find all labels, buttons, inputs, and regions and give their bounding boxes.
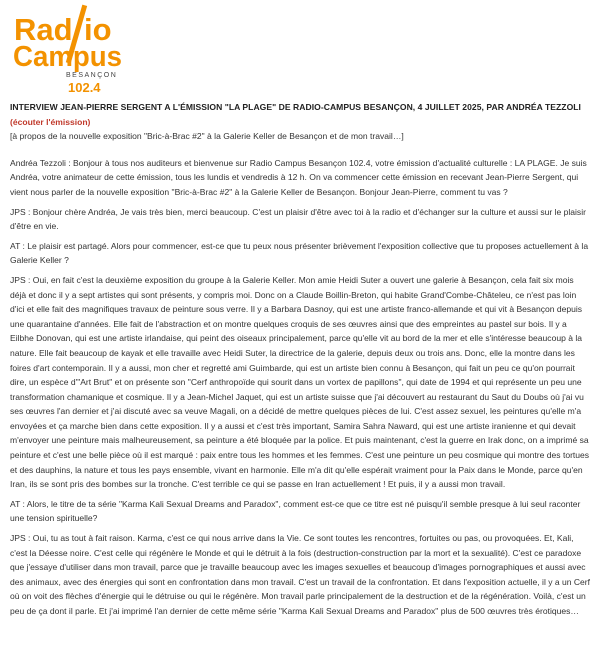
paragraph-4: JPS : Oui, en fait c'est la deuxième exposition du groupe à la Galerie Keller. Mon amie Heidi Suter a ouvert une galerie à Besançon, cela fait six mois déjà et donc il y a sept artistes qui sont présents, y compris moi. Donc on a Claude Boillin-Breton, qui habite Grand'Combe-Châteleu, ce n'est pas loin d'ici et elle fait des magnifiques travaux de peinture sous verre. Il y a Barbara Dasnoy, qui est une artiste franco-allemande et qui vit à Besançon depuis une quarantaine d'années. Elle fait de l'abstraction et on montre quelques croquis de ses œuvres ainsi que des empreintes au pastel sur bois. Il y a Eilbhe Donovan, qui est une artiste irlandaise, qui peint des oiseaux principalement, parce qu'elle vit au bord de la mer et elle s'intéresse beaucoup à la nature. Elle fait beaucoup de kayak et elle travaille avec Heidi Suter, la directrice de la galerie, depuis deux ou trois ans. Donc, elle la montre dans les foires d'art contemporain. Il y a aussi, mon cher et regretté ami Guimbarde, qui est un artiste bien connu à Besançon, qui fait un peu ce qu'on pourrait dire, un espèce d'"Art Brut" et on présente son "Cerf anthropoïde qui sourit dans un vortex de papillons", qui date de 1994 et qui représente un peu une transformation chamanique et cosmique. Il y a Jean-Michel Jaquet, qui est un artiste suisse que j'ai découvert au restaurant du Saut du Doubs où j'ai vu ses œuvres l'an dernier et j'ai discuté avec sa veuve Magali, on a décidé de mettre quelques pièces de lui. C'est assez sexuel, les peintures qu'elle m'a envoyées et ça marche bien dans cette exposition. Il y a aussi et c'est très important, Samira Sahra Naward, qui est une artiste iranienne et qui devait m'envoyer une peinture mais malheureusement, sa peinture a été bloquée par la police. Et puis maintenant, c'est la guerre en Irak donc, on a imprimé sa peinture et c'est une belle pièce où il est marqué : paix entre tous les hommes et les femmes. C'est une peinture un peu cosmique qui montre des tortues et des dauphins, la nature et tous les pays ensemble, vivant en harmonie. Elle m'a dit qu'elle espérait vraiment pour la Paix dans le Monde, parce qu'en Iran, ils se sont pris des bombes sur la tronche. C'est terrible ce qui se passe en Iran actuellement ! Et puis, il y a aussi mon travail. [10,274,590,490]
paragraph-2: JPS : Bonjour chère Andréa, Je vais très bien, merci beaucoup. C'est un plaisir d'être avec toi à la radio et d'échanger sur la culture et aussi sur le plaisir d'être en vie. [10,206,586,232]
paragraph-1: Andréa Tezzoli : Bonjour à tous nos auditeurs et bienvenue sur Radio Campus Besançon 102.4, votre émission d'actualité culturelle : LA PLAGE. Je suis Andréa, votre animateur de cette émission, tous les lundis et vendredis à 12 h. On va commencer cette émission en recevant Jean-Pierre Sergent, qui vient nous parler de la nouvelle exposition "Bric-à-Brac #2" à la Galerie Keller de Besançon. Bonjour Jean-Pierre, comment tu vas ? [10,157,587,197]
paragraph-3: AT : Le plaisir est partagé. Alors pour commencer, est-ce que tu peux nous présenter brièvement l'exposition collective que tu proposes actuellement à la Galerie Keller ? [10,240,589,266]
paragraph-6: JPS : Oui, tu as tout à fait raison. Karma, c'est ce qui nous arrive dans la Vie. Ce sont toutes les rencontres, fortuites ou pas, ou provoquées. Et, Kali, c'est la Déesse noire. C'est celle qui régénère le Monde et qui le détruit à la fois (destruction-construction par la mort et la sexualité). C'est ce paradoxe que j'essaye d'utiliser dans mon travail, parce que je travaille beaucoup avec les images sexuelles et beaucoup d'images pornographiques et aussi avec des animaux, avec des énergies qui sont en confrontation dans mon travail. C'est un travail de la confrontation. Et dans l'exposition actuelle, il y a un Cerf où on voit des flèches d'énergie qui le détruise ou qui le régénère. Mon travail parle principalement de la destruction et de la régénération. Voilà, c'est un peu de ça dont il parle. Et j'ai imprimé l'an dernier de cette même série "Karma Kali Sexual Dreams and Paradox" plus de 500 œuvres très érotiques… [10,533,591,616]
article [10,100,592,624]
paragraph-5: AT : Alors, le titre de ta série "Karma Kali Sexual Dreams and Paradox", comment est-ce que ce titre est né puisqu'il semble presque à lui seul raconter une tension spirituelle? [10,498,581,524]
logo-io: io [84,12,112,47]
logo-city: BESANÇON [66,72,118,79]
logo-frequency: 102.4 [68,80,101,95]
article-title: INTERVIEW JEAN-PIERRE SERGENT A L'ÉMISSION "LA PLAGE" DE RADIO-CAMPUS BESANÇON, 4 JUILLET 2025, PAR ANDRÉA TEZZOLI [10,102,581,112]
radio-campus-logo[interactable] [10,4,125,96]
logo-rad: Rad [14,12,73,47]
logo-campus: Campus [13,41,122,73]
article-intro: [à propos de la nouvelle exposition "Bric-à-Brac #2" à la Galerie Keller de Besançon et de mon travail…] [10,131,404,142]
listen-link[interactable]: (écouter l'émission) [10,116,91,127]
